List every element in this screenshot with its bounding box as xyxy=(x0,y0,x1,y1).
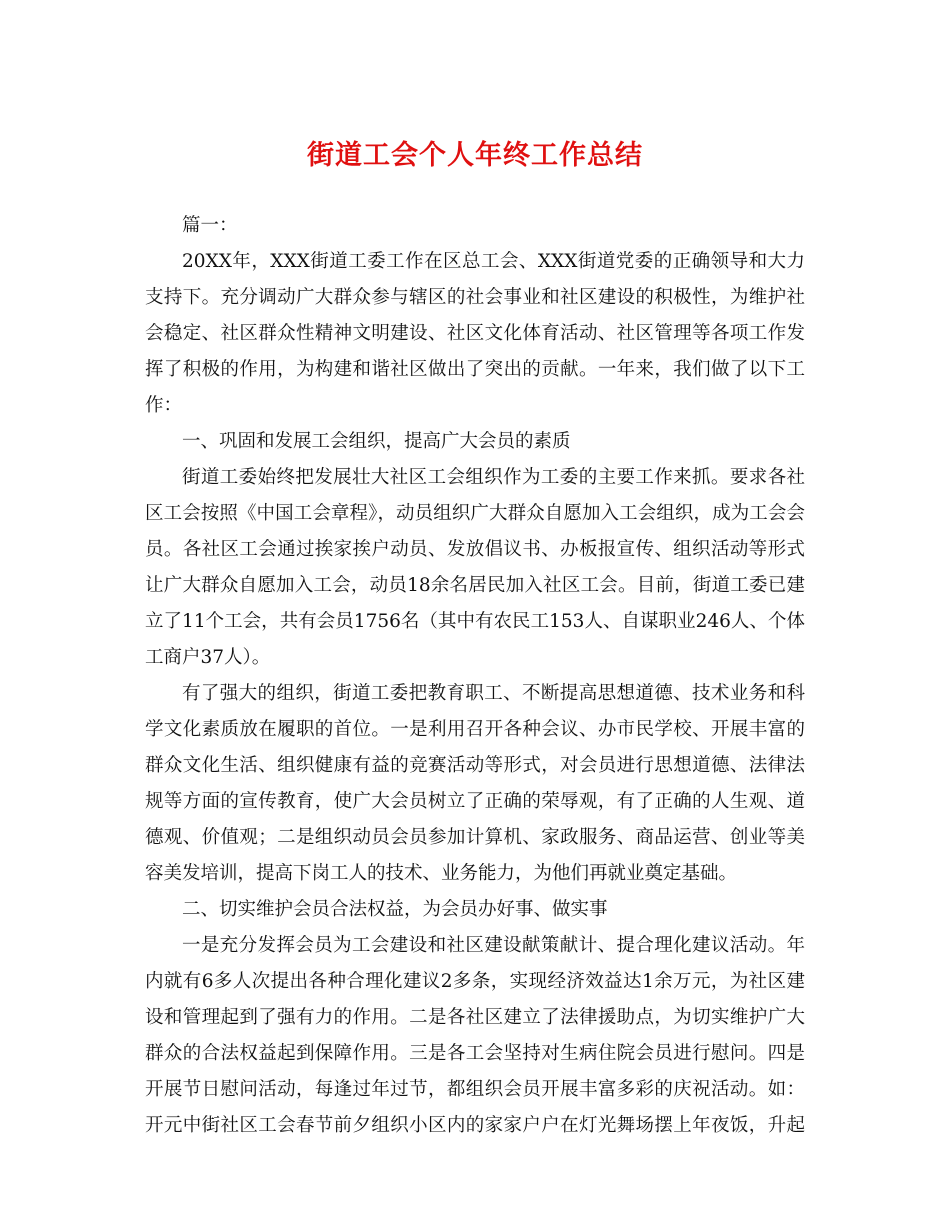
paragraph-education: 有了强大的组织，街道工委把教育职工、不断提高思想道德、技术业务和科学文化素质放在履职的首位。一是利用召开各种会议、办市民学校、开展丰富的群众文化生活、组织健康有益的竞赛活动等形式，对会员进行思想道德、法律法规等方面的宣传教育，使广大会员树立了正确的荣辱观，有了正确的人生观、道德观、价值观；二是组织动员会员参加计算机、家政服务、商品运营、创业等美容美发培训，提高下岗工人的技术、业务能力，为他们再就业奠定基础。 xyxy=(145,683,805,884)
section-heading-1: 一、巩固和发展工会组织，提高广大会员的素质 xyxy=(182,431,571,452)
document-body xyxy=(145,208,805,1144)
paragraph-rights: 一是充分发挥会员为工会建设和社区建设献策献计、提合理化建议活动。年内就有6多人次提出各种合理化建议2多条，实现经济效益达1余万元，为社区建设和管理起到了强有力的作用。二是各社区建立了法律援助点，为切实维护广大群众的合法权益起到保障作用。三是各工会坚持对生病住院会员进行慰问。四是开展节日慰问活动，每逢过年过节，都组织会员开展丰富多彩的庆祝活动。如：开元中街社区工会春节前夕组织小区内的家家户户在灯光舞场摆上年夜饭，升起 xyxy=(145,935,805,1136)
paragraph-overview: 20XX年，XXX街道工委工作在区总工会、XXX街道党委的正确领导和大力支持下。充分调动广大群众参与辖区的社会事业和社区建设的积极性，为维护社会稳定、社区群众性精神文明建设、社区文化体育活动、社区管理等各项工作发挥了积极的作用，为构建和谐社区做出了突出的贡献。一年来，我们做了以下工作： xyxy=(145,251,805,416)
section-heading-2: 二、切实维护会员合法权益，为会员办好事、做实事 xyxy=(182,899,608,920)
paragraph-organization: 街道工委始终把发展壮大社区工会组织作为工委的主要工作来抓。要求各社区工会按照《中国工会章程》，动员组织广大群众自愿加入工会组织，成为工会会员。各社区工会通过挨家挨户动员、发放倡议书、办板报宣传、组织活动等形式让广大群众自愿加入工会，动员18余名居民加入社区工会。目前，街道工委已建立了11个工会，共有会员1756名（其中有农民工153人、自谋职业246人、个体工商户37人）。 xyxy=(145,467,805,668)
document-title: 街道工会个人年终工作总结 xyxy=(307,140,643,171)
paragraph-intro-label: 篇一： xyxy=(182,215,238,236)
